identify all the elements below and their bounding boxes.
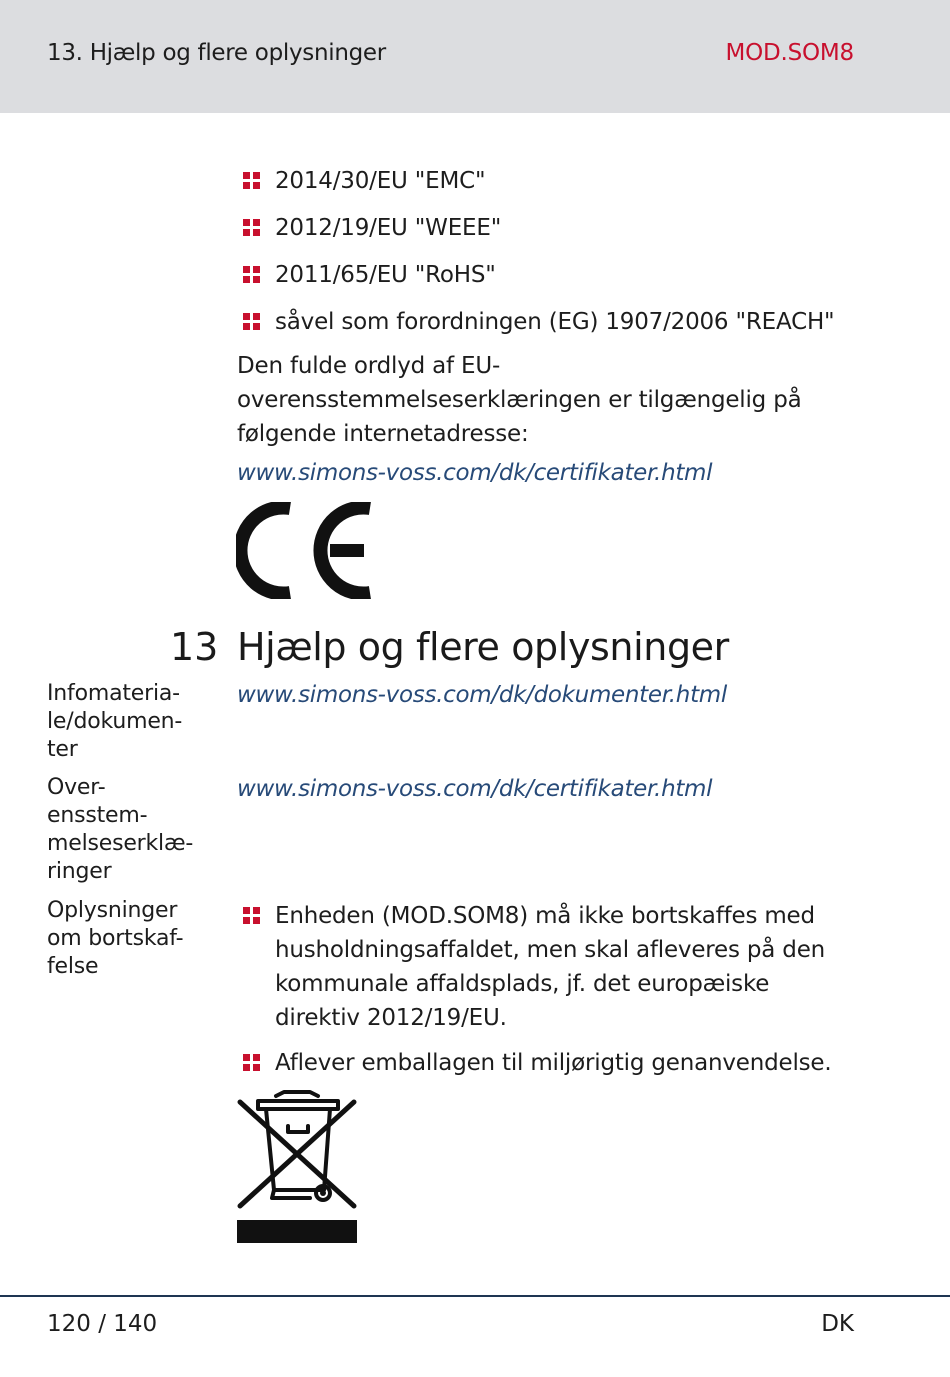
directive-item: 2014/30/EU "EMC" (275, 168, 486, 194)
bullet-icon (243, 313, 261, 331)
directive-item: såvel som forordningen (EG) 1907/2006 "REACH" (275, 309, 835, 335)
conformity-label-line: ensstem- (47, 803, 148, 828)
declaration-line: overensstemmelseserklæringen er tilgængelig på (237, 387, 802, 413)
directive-item: 2012/19/EU "WEEE" (275, 215, 502, 241)
footer-divider (0, 1295, 950, 1297)
disposal-bullet-2: Aflever emballagen til miljørigtig genanvendelse. (275, 1050, 832, 1076)
header-brand: MOD.SOM8 (725, 40, 854, 66)
disposal-line: direktiv 2012/19/EU. (275, 1005, 507, 1031)
bullet-icon (243, 266, 261, 284)
conformity-label (47, 774, 193, 886)
page-number: 120 / 140 (47, 1311, 158, 1337)
disposal-label-line: Oplysninger (47, 898, 178, 923)
info-label-line: Infomateria- (47, 681, 180, 706)
header-title: 13. Hjælp og flere oplysninger (47, 40, 386, 66)
disposal-label (47, 897, 183, 981)
disposal-line: Enheden (MOD.SOM8) må ikke bortskaffes med (275, 903, 815, 929)
info-label-line: le/dokumen- (47, 709, 183, 734)
bullet-icon (243, 172, 261, 190)
disposal-label-line: felse (47, 954, 99, 979)
info-label (47, 680, 182, 764)
crossed-out-wheelie-bin-icon (236, 1090, 358, 1244)
section-number: 13 (170, 625, 219, 669)
certificates-link-top[interactable]: www.simons-voss.com/dk/certifikater.html (237, 460, 713, 486)
info-label-line: ter (47, 737, 78, 762)
bullet-icon (243, 907, 261, 925)
disposal-line: kommunale affaldsplads, jf. det europæiske (275, 971, 770, 997)
certificates-link[interactable]: www.simons-voss.com/dk/certifikater.html (237, 776, 713, 802)
disposal-label-line: om bortskaf- (47, 926, 184, 951)
declaration-line: Den fulde ordlyd af EU- (237, 353, 501, 379)
ce-mark-icon (236, 502, 376, 599)
bullet-icon (243, 1054, 261, 1072)
section-title: Hjælp og flere oplysninger (237, 625, 729, 669)
page-header (0, 0, 950, 113)
conformity-label-line: ringer (47, 859, 112, 884)
declaration-line: følgende internetadresse: (237, 421, 529, 447)
directive-item: 2011/65/EU "RoHS" (275, 262, 496, 288)
conformity-label-line: melseserklæ- (47, 831, 194, 856)
documents-link[interactable]: www.simons-voss.com/dk/dokumenter.html (237, 682, 727, 708)
disposal-line: husholdningsaffaldet, men skal afleveres på den (275, 937, 826, 963)
conformity-label-line: Over- (47, 775, 106, 800)
bullet-icon (243, 219, 261, 237)
language-code: DK (821, 1311, 854, 1337)
